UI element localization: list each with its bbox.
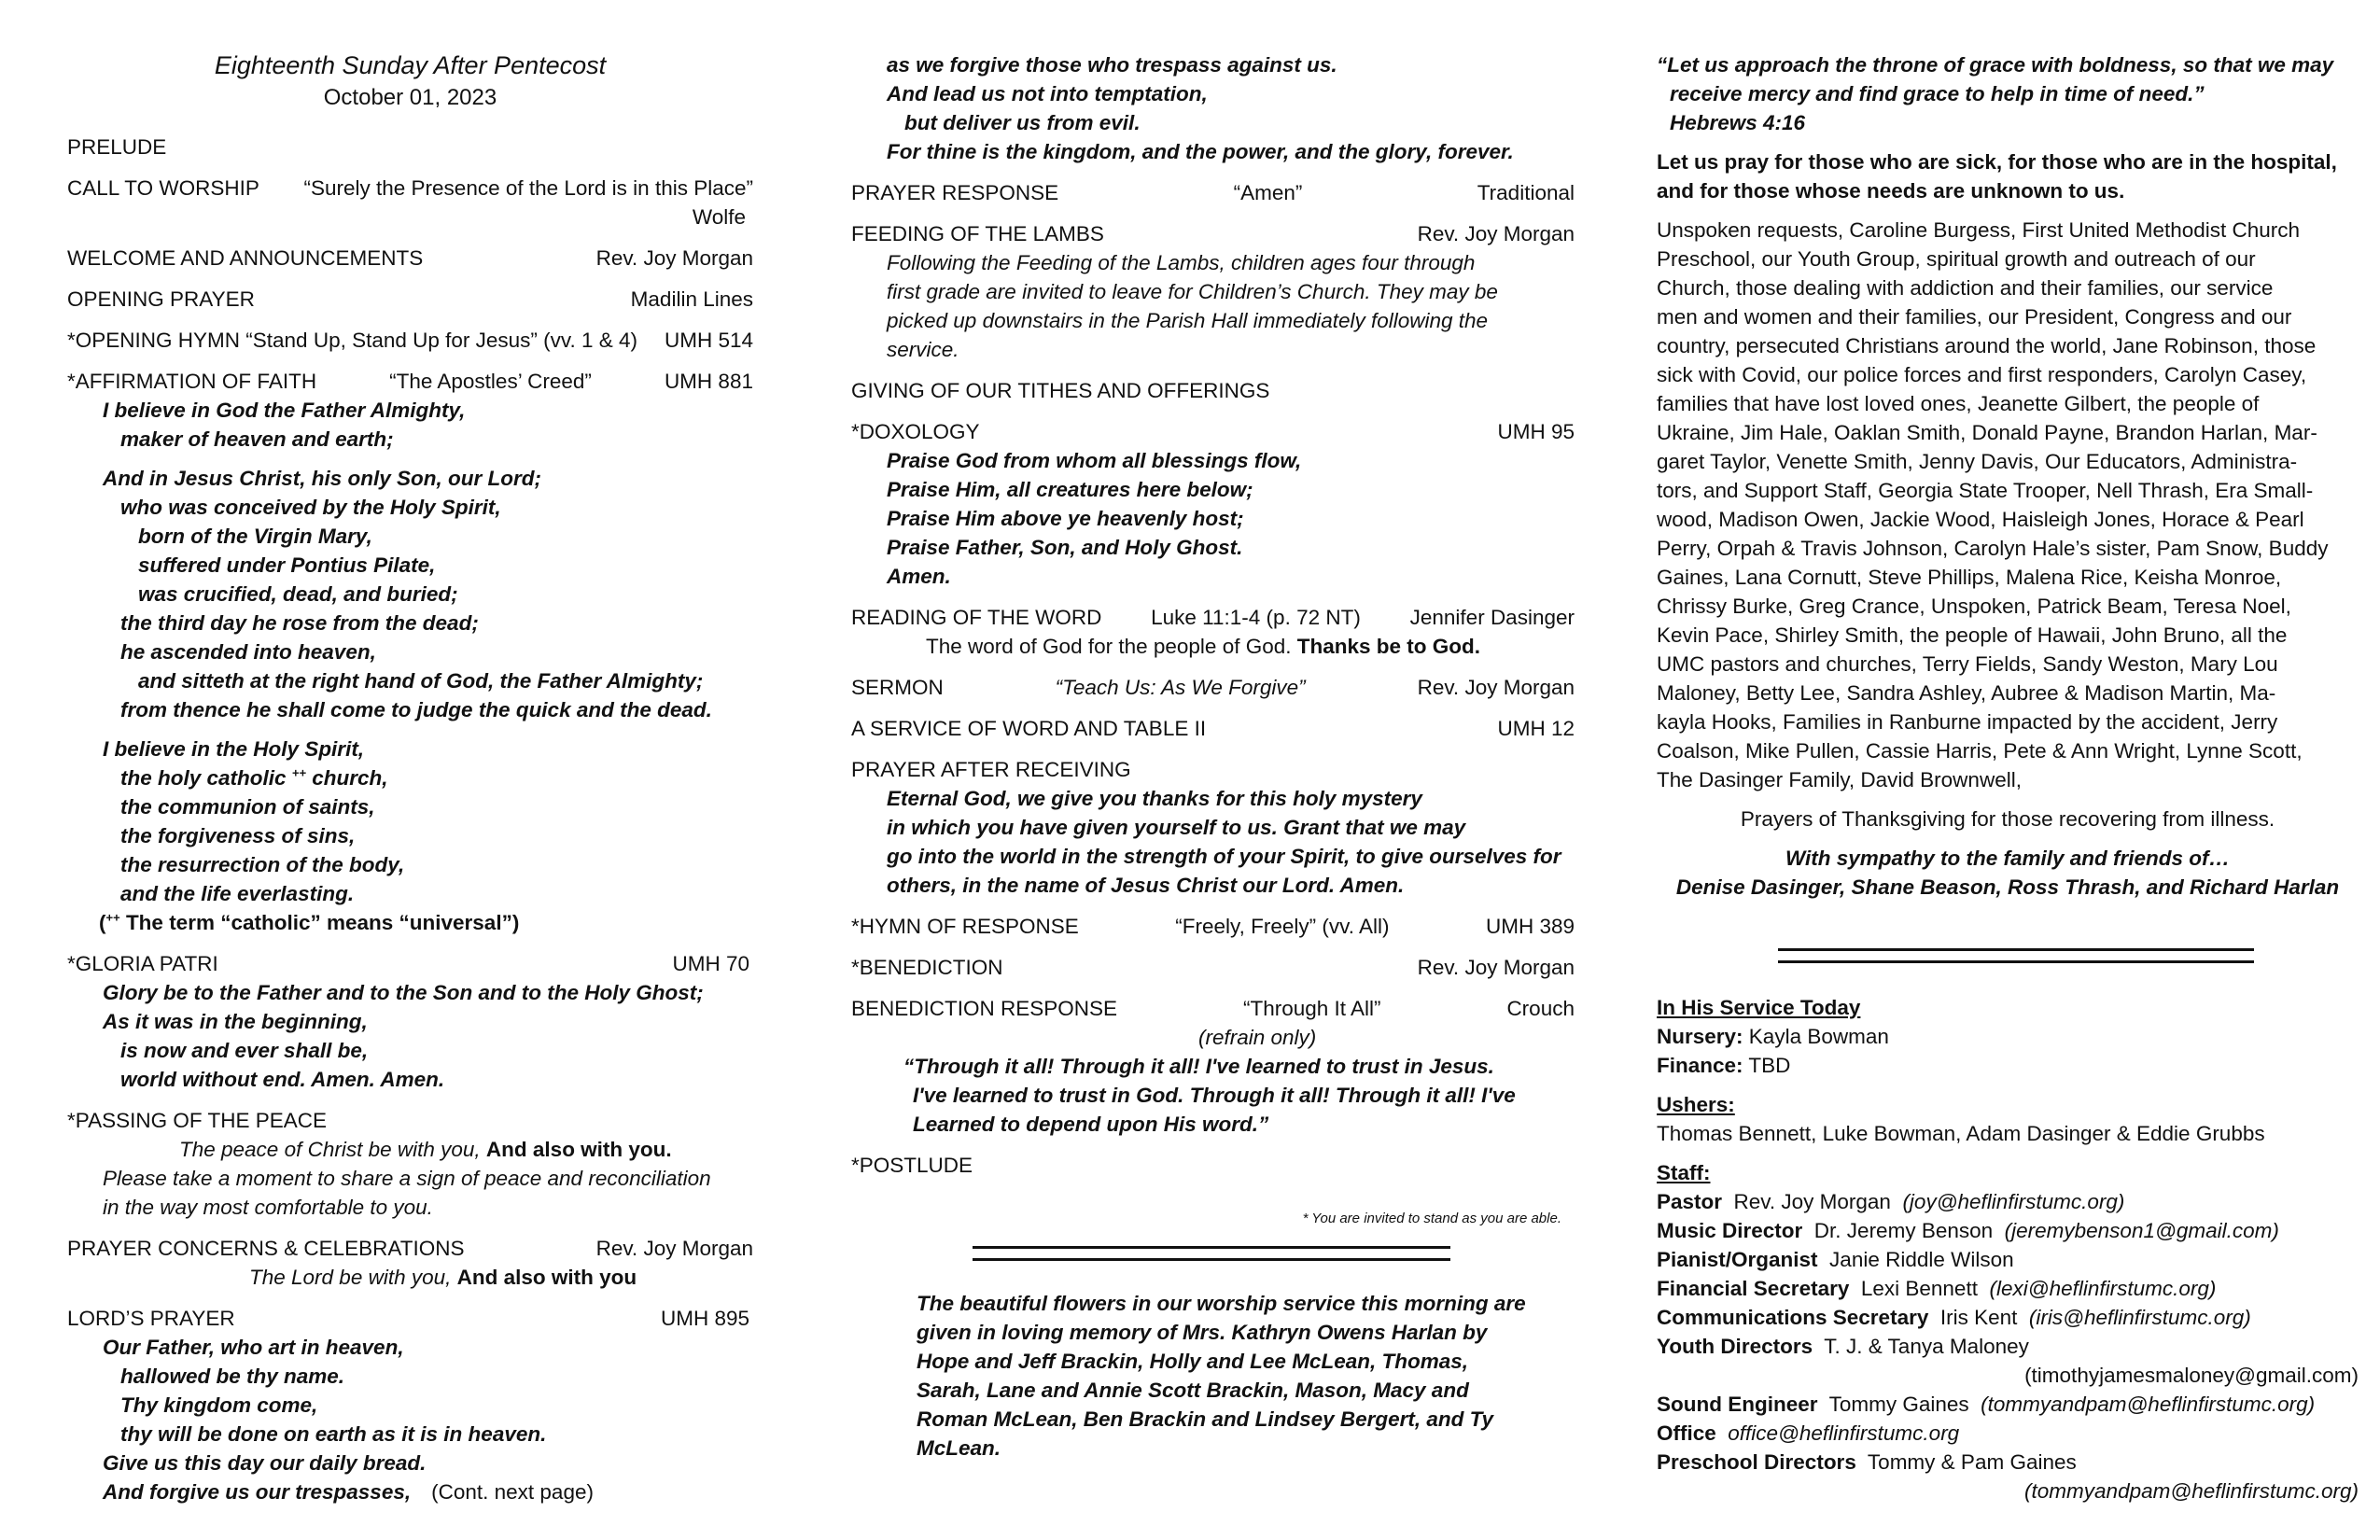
prayer-request-line: Chrissy Burke, Greg Crance, Unspoken, Patrick Beam, Teresa Noel, <box>1657 595 2291 618</box>
flowers-dedication: The beautiful flowers in our worship service this morning are given in loving memory of Mrs. Kathryn Owens Harlan by Hope and Jeff Brackin, Holly and Lee McLean, Thomas, Sarah, Lane and Annie Scott Brackin, Mason, Macy and Roman McLean, Ben Brackin and Lindsey Bergert, and Ty McLean. <box>917 1292 1526 1460</box>
creed-paragraph-2: And in Jesus Christ, his only Son, our Lord; who was conceived by the Holy Spirit, born of the Virgin Mary, suffered under Pontius Pilate, was crucified, dead, and buried; the third day he rose from the dead; he ascended into heaven, and sitteth at the right hand of God, the Father Almighty; from thence he shall come to judge the quick and the dead. <box>103 467 712 721</box>
opening-prayer: OPENING PRAYER Madilin Lines <box>67 287 753 311</box>
prayer-response: PRAYER RESPONSE “Amen” Traditional <box>851 181 1575 204</box>
prayer-request-line: The Dasinger Family, David Brownwell, <box>1657 768 2022 791</box>
prayer-request-line: kayla Hooks, Families in Ranburne impacted by the accident, Jerry <box>1657 710 2278 734</box>
benediction-response: BENEDICTION RESPONSE “Through It All” Crouch (refrain only) “Through it all! Through it all! I've learned to trust in Jesus. I've learned to trust in God. Through it all! Through it all! I've Learned to depend upon His word.” <box>851 997 1575 1136</box>
double-rule <box>973 1246 1450 1261</box>
prayer-request-line: Perry, Orpah & Travis Johnson, Carolyn Hale’s sister, Pam Snow, Buddy <box>1657 537 2329 560</box>
service-of-word-and-table: A SERVICE OF WORD AND TABLE II UMH 12 <box>851 717 1575 740</box>
prayer-request-line: Gaines, Lana Cornutt, Steve Phillips, Malena Rice, Keisha Monroe, <box>1657 566 2282 589</box>
prayer-concerns: PRAYER CONCERNS & CELEBRATIONS Rev. Joy Morgan The Lord be with you, And also with you <box>67 1237 753 1289</box>
prayer-request-line: Coalson, Mike Pullen, Cassie Harris, Pete & Ann Wright, Lynne Scott, <box>1657 739 2303 763</box>
lords-prayer-continued: as we forgive those who trespass against us. And lead us not into temptation, but deliver us from evil. For thine is the kingdom, and the power, and the glory, forever. <box>887 53 1514 163</box>
postlude: *POSTLUDE <box>851 1154 973 1177</box>
gloria-lines: Glory be to the Father and to the Son and to the Holy Ghost; As it was in the beginning, is now and ever shall be, world without end. Amen. Amen. <box>103 981 704 1091</box>
sympathy-note: With sympathy to the family and friends of… Denise Dasinger, Shane Beason, Ross Thrash, and Richard Harlan <box>1675 847 2340 899</box>
opening-hymn: *OPENING HYMN “Stand Up, Stand Up for Jesus” (vv. 1 & 4) UMH 514 <box>67 329 753 352</box>
prelude: PRELUDE <box>67 135 167 159</box>
service-title: Eighteenth Sunday After Pentecost <box>214 51 607 79</box>
stand-note: * You are invited to stand as you are able. <box>1302 1211 1561 1226</box>
prayer-request-line: garet Taylor, Venette Smith, Jenny Davis, Our Educators, Administra- <box>1657 450 2298 473</box>
prayer-request-line: Maloney, Betty Lee, Sandra Ashley, Aubree & Madison Martin, Ma- <box>1657 681 2276 705</box>
prayer-requests-list <box>1657 216 2359 794</box>
feeding-of-the-lambs: FEEDING OF THE LAMBS Rev. Joy Morgan Following the Feeding of the Lambs, children ages four through first grade are invited to leave for Children’s Church. They may be picked up downstairs in the Parish Hall immediately following the service. <box>851 222 1575 361</box>
prayer-request-line: Preschool, our Youth Group, spiritual growth and outreach of our <box>1657 247 2256 271</box>
staff-row: Office office@heflinfirstumc.org <box>1657 1421 1960 1445</box>
prayer-intro: Let us pray for those who are sick, for those who are in the hospital, and for those whose needs are unknown to us. <box>1657 150 2337 203</box>
order-of-worship-column-1 <box>67 49 753 1506</box>
prayer-and-staff-column <box>1657 50 2359 1505</box>
staff-row: Sound Engineer Tommy Gaines (tommyandpam@heflinfirstumc.org) <box>1657 1393 2316 1416</box>
hymn-of-response: *HYMN OF RESPONSE “Freely, Freely” (vv. All) UMH 389 <box>851 915 1575 938</box>
lords-prayer-lines: Our Father, who art in heaven, hallowed be thy name. Thy kingdom come, thy will be done on earth as it is in heaven. Give us this day our daily bread. And forgive us our trespasses, (Cont. next page) <box>103 1336 594 1504</box>
prayer-request-line: Kevin Pace, Shirley Smith, the people of Hawaii, John Bruno, all the <box>1657 623 2288 647</box>
preschool-email: (tommyandpam@heflinfirstumc.org) <box>2024 1479 2359 1503</box>
call-to-worship: CALL TO WORSHIP “Surely the Presence of the Lord is in this Place” Wolfe <box>67 176 753 229</box>
prayer-after-receiving: PRAYER AFTER RECEIVING Eternal God, we give you thanks for this holy mystery in which you have given yourself to us. Grant that we may go into the world in the strength of your Spirit, to give ourselves for others, in the name of Jesus Christ our Lord. Amen. <box>851 758 1561 897</box>
staff-row: Preschool Directors Tommy & Pam Gaines <box>1657 1450 2077 1474</box>
scripture-verse: “Let us approach the throne of grace with boldness, so that we may receive mercy and find grace to help in time of need.” Hebrews 4:16 <box>1657 53 2334 134</box>
prayer-request-line: tors, and Support Staff, Georgia State Trooper, Nell Thrash, Era Small- <box>1657 479 2314 502</box>
staff-list: Staff: Pastor Rev. Joy Morgan (joy@heflinfirstumc.org) Music Director Dr. Jeremy Benson (jeremybenson1@gmail.com) Pianist/Organist Janie Riddle Wilson Financial Secretary Lexi Bennett (lexi@heflinfirstumc.org) Communications Secretary Iris Kent (iris@heflinfirstumc.org) Youth Directors T. J. & Tanya Maloney (timothyjamesmaloney@gmail.com) Sound Engineer Tommy Gaines (tommyandpam@heflinfirstumc.org) Office office@heflinfirstumc.org Preschool Directors Tommy & Pam Gaines (tommyandpam@heflinfirstumc.org) <box>1657 1158 2359 1505</box>
benediction: *BENEDICTION Rev. Joy Morgan <box>851 956 1575 979</box>
staff-row: Pastor Rev. Joy Morgan (joy@heflinfirstumc.org) <box>1657 1190 2125 1213</box>
passing-of-the-peace: *PASSING OF THE PEACE The peace of Christ be with you, And also with you. Please take a moment to share a sign of peace and reconciliation in the way most comfortable to you. <box>67 1109 711 1219</box>
prayer-request-line: men and women and their families, our President, Congress and our <box>1657 305 2292 329</box>
sermon: SERMON “Teach Us: As We Forgive” Rev. Joy Morgan <box>851 676 1575 699</box>
prayer-request-line: wood, Madison Owen, Jackie Wood, Haisleigh Jones, Horace & Pearl <box>1657 508 2304 531</box>
giving-of-tithes: GIVING OF OUR TITHES AND OFFERINGS <box>851 379 1270 402</box>
staff-row: Financial Secretary Lexi Bennett (lexi@heflinfirstumc.org) <box>1657 1277 2217 1300</box>
staff-row: Youth Directors T. J. & Tanya Maloney <box>1657 1335 2029 1358</box>
prayer-request-line: Church, those dealing with addiction and their families, our service <box>1657 276 2274 300</box>
service-today: In His Service Today Nursery: Kayla Bowman Finance: TBD <box>1657 996 1889 1077</box>
double-rule <box>1778 948 2254 963</box>
affirmation-of-faith: *AFFIRMATION OF FAITH “The Apostles’ Creed” UMH 881 <box>67 370 753 393</box>
order-of-worship-column-2 <box>851 50 1575 1463</box>
prayer-request-line: Unspoken requests, Caroline Burgess, First United Methodist Church <box>1657 218 2301 242</box>
service-date: October 01, 2023 <box>323 85 497 110</box>
staff-row: Communications Secretary Iris Kent (iris@heflinfirstumc.org) <box>1657 1306 2251 1329</box>
reading-of-the-word: READING OF THE WORD Luke 11:1-4 (p. 72 NT) Jennifer Dasinger The word of God for the people of God. Thanks be to God. <box>851 606 1575 658</box>
staff-row: Pianist/Organist Janie Riddle Wilson <box>1657 1248 2014 1271</box>
lords-prayer: LORD’S PRAYER UMH 895 <box>67 1307 749 1330</box>
staff-row: Music Director Dr. Jeremy Benson (jeremybenson1@gmail.com) <box>1657 1219 2279 1242</box>
prayer-request-line: sick with Covid, our police forces and first responders, Carolyn Casey, <box>1657 363 2307 386</box>
catholic-footnote: (++ The term “catholic” means “universal”) <box>99 910 520 934</box>
creed-paragraph-1: I believe in God the Father Almighty, maker of heaven and earth; <box>103 399 466 451</box>
welcome-announcements: WELCOME AND ANNOUNCEMENTS Rev. Joy Morgan <box>67 246 753 270</box>
prayer-request-line: families that have lost loved ones, Jeanette Gilbert, the people of <box>1657 392 2260 415</box>
doxology: *DOXOLOGY UMH 95 Praise God from whom all blessings flow, Praise Him, all creatures here below; Praise Him above ye heavenly host; Praise Father, Son, and Holy Ghost. Amen. <box>851 420 1575 588</box>
prayer-request-line: Ukraine, Jim Hale, Oaklan Smith, Donald Payne, Brandon Harlan, Mar- <box>1657 421 2317 444</box>
creed-paragraph-3: I believe in the Holy Spirit, the holy catholic ++ church, the communion of saints, the forgiveness of sins, the resurrection of the body, and the life everlasting. <box>103 737 405 905</box>
ushers: Ushers: Thomas Bennett, Luke Bowman, Adam Dasinger & Eddie Grubbs <box>1657 1093 2265 1145</box>
prayer-request-line: country, persecuted Christians around the world, Jane Robinson, those <box>1657 334 2317 357</box>
prayer-request-line: UMC pastors and churches, Terry Fields, Sandy Weston, Mary Lou <box>1657 652 2278 676</box>
gloria-patri: *GLORIA PATRI UMH 70 <box>67 952 749 975</box>
youth-email: (timothyjamesmaloney@gmail.com) <box>2024 1364 2359 1387</box>
thanksgiving-line: Prayers of Thanksgiving for those recovering from illness. <box>1740 807 2275 831</box>
